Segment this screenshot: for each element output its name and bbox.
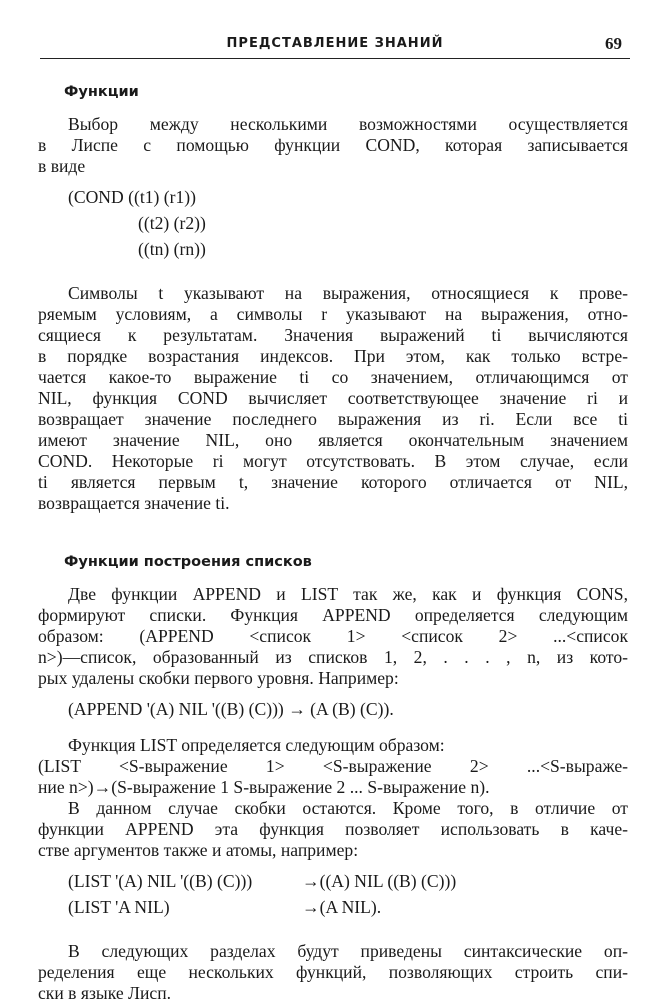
text-line: Символы t указывают на выражения, относящиеся к прове- xyxy=(68,283,628,303)
paragraph-cond-intro xyxy=(38,114,628,177)
text-line: возвращается значение ti. xyxy=(38,493,230,513)
list-example-row xyxy=(38,871,628,897)
text-line: сящиеся к результатам. Значения выражений ti вычисляются xyxy=(38,325,628,345)
list-example-expression: (LIST 'A NIL) xyxy=(68,897,170,917)
text-line: COND. Некоторые ri могут отсутствовать. В этом случае, если xyxy=(38,451,628,471)
text-line: имеют значение NIL, оно является окончательным значением xyxy=(38,430,628,450)
header-rule xyxy=(40,58,630,59)
text-line: ски в языке Лисп. xyxy=(38,983,172,1003)
text-line: ряемым условиям, а символы r указывают на выражения, отно- xyxy=(38,304,628,324)
text-line: в порядке возрастания индексов. При этом, как только встре- xyxy=(38,346,628,366)
text-line: Две функции APPEND и LIST так же, как и функция CONS, xyxy=(68,584,628,604)
text-line: ние n>)→(S-выражение 1 S-выражение 2 ... S-выражение n). xyxy=(38,777,490,797)
list-example-row xyxy=(38,897,628,923)
section-heading-list-functions: Функции построения списков xyxy=(64,554,312,570)
list-example-result: →((A) NIL ((B) (C))) xyxy=(302,871,457,891)
text-line: Выбор между несколькими возможностями осуществляется xyxy=(68,114,628,134)
paragraph-brackets xyxy=(38,798,628,861)
text-line: В данном случае скобки остаются. Кроме того, в отличие от xyxy=(68,798,628,818)
page-number: 69 xyxy=(605,34,622,53)
text-line: NIL, функция COND вычисляет соответствующее значение ri и xyxy=(38,388,628,408)
code-line: ((tn) (rn)) xyxy=(138,239,206,259)
list-examples-block xyxy=(38,871,628,923)
text-line: в виде xyxy=(38,156,86,176)
cond-syntax-block xyxy=(38,187,628,265)
list-example-expression: (LIST '(A) NIL '((B) (C))) xyxy=(68,871,253,891)
text-line: ti является первым t, значение которого отличается от NIL, xyxy=(38,472,628,492)
paragraph-closing xyxy=(38,941,628,1004)
code-line: (COND ((t1) (r1)) xyxy=(68,187,197,207)
paragraph-append-definition xyxy=(38,584,628,689)
text-line: функции APPEND эта функция позволяет использовать в каче- xyxy=(38,819,628,839)
append-example: (APPEND '(A) NIL '((B) (C))) → (A (B) (C)). xyxy=(68,699,394,719)
text-line: ределения еще нескольких функций, позволяющих строить спи- xyxy=(38,962,628,982)
list-example-result: →(A NIL). xyxy=(302,897,382,917)
text-line: n>)—список, образованный из списков 1, 2, . . . , n, из кото- xyxy=(38,647,628,667)
code-line: ((t2) (r2)) xyxy=(138,213,206,233)
text-line: возвращает значение последнего выражения из ri. Если все ti xyxy=(38,409,628,429)
text-line: рых удалены скобки первого уровня. Например: xyxy=(38,668,399,688)
text-line: формируют списки. Функция APPEND определяется следующим xyxy=(38,605,628,625)
text-line: стве аргументов также и атомы, например: xyxy=(38,840,359,860)
paragraph-cond-explanation xyxy=(38,283,628,514)
page-body xyxy=(38,74,628,1004)
text-line: в Лиспе с помощью функции COND, которая записывается xyxy=(38,135,628,155)
text-line: образом: (APPEND <список 1> <список 2> ...<список xyxy=(38,626,628,646)
section-heading-functions: Функции xyxy=(64,84,139,100)
paragraph-list-definition xyxy=(38,735,628,798)
text-line: (LIST <S-выражение 1> <S-выражение 2> ...<S-выраже- xyxy=(38,756,628,776)
text-line: чается какое-то выражение ti со значением, отличающимся от xyxy=(38,367,628,387)
running-title: ПРЕДСТАВЛЕНИЕ ЗНАНИЙ xyxy=(226,36,444,51)
running-header xyxy=(40,32,630,56)
text-line: В следующих разделах будут приведены синтаксические оп- xyxy=(68,941,628,961)
text-line: Функция LIST определяется следующим образом: xyxy=(68,735,445,755)
